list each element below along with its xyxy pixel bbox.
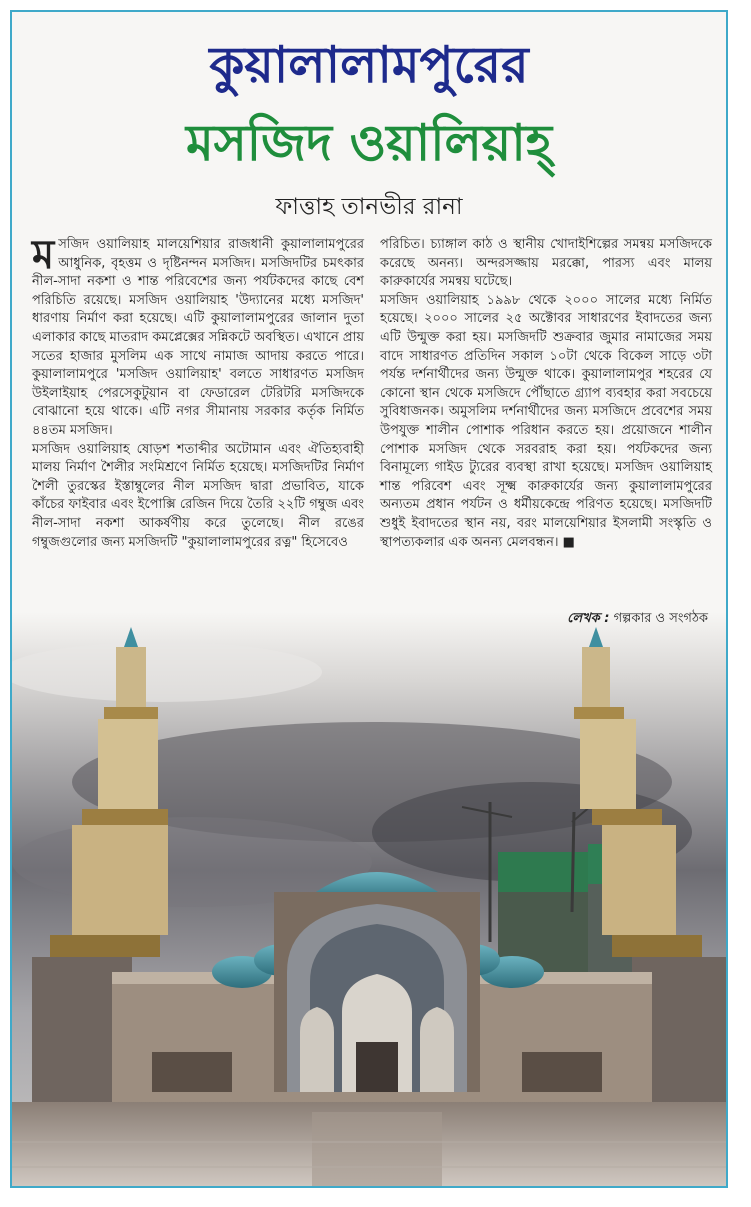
author-label: লেখক : [567, 611, 610, 626]
drop-cap: ম [32, 232, 55, 278]
paragraph-3: পরিচিত। চ্যাঙ্গাল কাঠ ও স্থানীয় খোদাইশিল্পের সমন্বয় মসজিদকে করেছে অনন্য। অন্দরসজ্জায় মরক্কো, পারস্য এবং মালয় কারুকার্যের সমন্বয় ঘটেছে। [380, 237, 712, 290]
paragraph-4: মসজিদ ওয়ালিয়াহ ১৯৯৮ থেকে ২০০০ সালের মধ্যে নির্মিত হয়েছে। ২০০০ সালের ২৫ অক্টোবর সাধারণের ইবাদতের জন্য এটি উন্মুক্ত করা হয়। মসজিদটি শুক্রবার জুমার নামাজের সময় বাদে সাধারণত প্রতিদিন সকাল ১০টা থেকে বিকেল সাড়ে ৩টা পর্যন্ত দর্শনার্থীদের জন্য উন্মুক্ত থাকে। কুয়ালালামপুর শহরের যে কোনো স্থান থেকে মসজিদে পৌঁছাতে গ্র্যাপ ব্যবহার করা সবচেয়ে সুবিধাজনক। অমুসলিম দর্শনার্থীদের জন্য মসজিদে প্রবেশের সময় উপযুক্ত শালীন পোশাক পরিধান করতে হয়। প্রয়োজনে শালীন পোশাক মসজিদ থেকে সরবরাহ করা হয়। পর্যটকদের জন্য বিনামূল্যে গাইড ট্যুরের ব্যবস্থা রাখা হয়েছে। মসজিদ ওয়ালিয়াহ শান্ত পরিবেশ এবং সূক্ষ্ম কারুকার্যের জন্য কুয়ালালামপুরের অন্যতম প্রধান পর্যটন ও ধর্মীয়কেন্দ্রে পরিণত হয়েছে। মসজিদটি শুধুই ইবাদতের স্থান নয়, বরং মালয়েশিয়ার ইসলামী সংস্কৃতি ও স্থাপত্যকলার এক অনন্য মেলবন্ধন। ■ [380, 292, 712, 550]
headline-line-1: কুয়ালালামপুরের [209, 36, 529, 94]
author-description: গল্পকার ও সংগঠক [613, 611, 708, 626]
article-frame [10, 10, 728, 1188]
author-credit [567, 609, 708, 630]
paragraph-1: সজিদ ওয়ালিয়াহ মালয়েশিয়ার রাজধানী কুয়ালালামপুরের আধুনিক, বৃহত্তম ও দৃষ্টিনন্দন মসজিদ। মসজিদটির চমৎকার নীল-সাদা নকশা ও শান্ত পরিবেশের জন্য পর্যটকদের কাছে বেশ পরিচিতি রয়েছে। মসজিদ ওয়ালিয়াহ 'উদ্যানের মধ্যে মসজিদ' ধারণায় নির্মাণ করা হয়েছে। এটি কুয়ালালামপুরের জালান দুতা এলাকার কাছে মাতরাদ কমপ্লেক্সের সন্নিকটে অবস্থিত। এখানে প্রায় সতের হাজার মুসলিম এক সাথে নামাজ আদায় করতে পারে। কুয়ালালামপুরে 'মসজিদ ওয়ালিয়াহ' বলতে সাধারণত মসজিদ উইলাইয়াহ পেরসেকুটুয়ান বা ফেডারেল টেরিটরি মসজিদকে বোঝানো হয়ে থাকে। এটি নগর সীমানায় সরকার কর্তৃক নির্মিত ৪৪তম মসজিদ। [32, 237, 364, 438]
headline-line-2: মসজিদ ওয়ালিয়াহ্ [185, 114, 553, 172]
mosque-photo [12, 612, 726, 1186]
paragraph-2: মসজিদ ওয়ালিয়াহ ষোড়শ শতাব্দীর অটোমান এবং ঐতিহ্যবাহী মালয় নির্মাণ শৈলীর সংমিশ্রণে নির্মিত হয়েছে। মসজিদটির নির্মাণ শৈলী তুরস্কের ইস্তাম্বুলের নীল মসজিদ দ্বারা প্রভাবিত, যাকে কাঁচের ফাইবার এবং ইপোক্সি রেজিন দিয়ে তৈরি ২২টি গম্বুজ এবং নীল-সাদা নকশা আকর্ষণীয় করে তুলেছে। নীল রঙের গম্বুজগুলোর জন্য মসজিদটি "কুয়ালালামপুরের রত্ন" হিসেবেও [32, 441, 364, 550]
byline: ফাত্তাহ তানভীর রানা [275, 194, 463, 220]
article-column-left [32, 232, 364, 552]
article-column-right [380, 236, 712, 552]
